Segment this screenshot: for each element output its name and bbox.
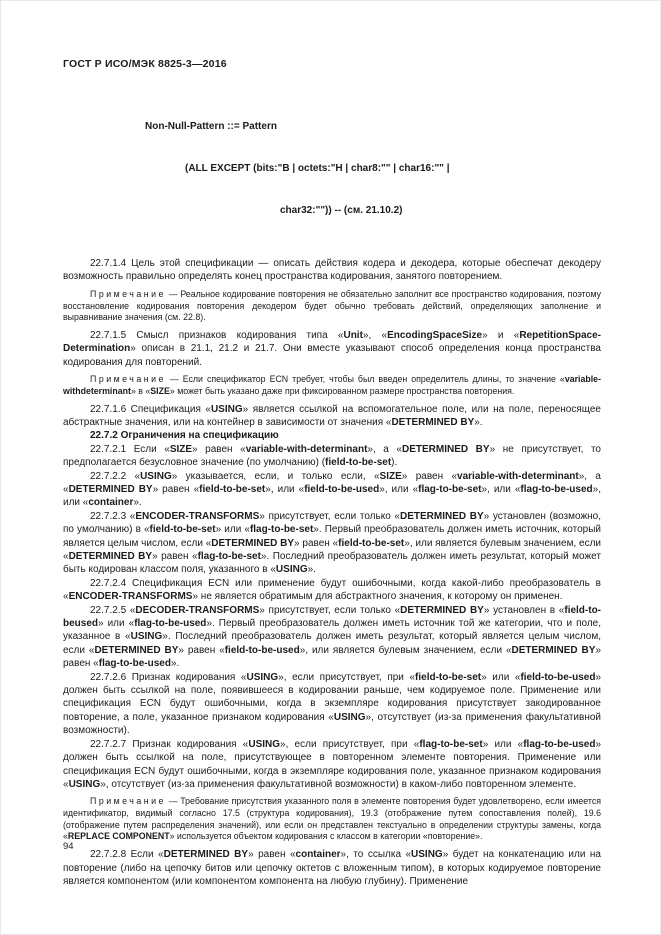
code-line: Non-Null-Pattern ::= Pattern xyxy=(145,121,277,132)
note-paragraph: Примечание — Если спецификатор ECN требует, чтобы был введен определитель длины, то значение «variable-withdeterminant» в «SIZE» может быть указано даже при фиксированном размере пространства повторения. xyxy=(63,374,601,396)
body-paragraph: 22.7.2.8 Если «DETERMINED BY» равен «container», то ссылка «USING» будет на конкатенацию или на повторение (либо на цепочку битов или цепочку октетов с вложенным типом), в которых кодируемое повторение является компонентом (или компонентом компонента на любую глубину). Применение xyxy=(63,849,601,887)
body-paragraph: 22.7.1.5 Смысл признаков кодирования типа «Unit», «EncodingSpaceSize» и «RepetitionSpace-Determination» описан в 21.1, 21.2 и 21.7. Они вместе указывают способ определения конца пространства кодирования для повторений. xyxy=(63,329,602,368)
code-line: (ALL EXCEPT (bits:"B | octets:"H | char8:"" | char16:"" | xyxy=(185,163,450,174)
body-paragraph: 22.7.2.6 Признак кодирования «USING», если присутствует, при «field-to-be-set» или «field-to-be-used» должен быть ссылкой на поле, появившееся в кодировании раньше, чем кодируемое поле. Применение или спецификация ECN будут ошибочными, когда в экземпляре кодирования присутствует закодированное повторение, а поле, указанное признаком кодирования «USING», отсутствует (из-за применения факультативной возможности). xyxy=(63,671,602,737)
document-body xyxy=(63,257,601,888)
page-content xyxy=(63,58,601,888)
standard-number-header: ГОСТ Р ИСО/МЭК 8825-3—2016 xyxy=(63,58,227,70)
note-paragraph: Примечание — Требование присутствия указанного поля в элементе повторения будет удовлетворено, если имеется идентификатор, видимый согласно 17.5 (структура кодирования), 19.3 (отображение путем сопоставления полей), 19.6 (отображение путем распределения значений), или если он представлен текстуально в определении структуры замены, когда «REPLACE COMPONENT» используется объектом кодирования с классом в категории «повторение». xyxy=(63,796,601,842)
section-heading: 22.7.2 Ограничения на спецификацию xyxy=(90,430,279,442)
note-paragraph: Примечание — Реальное кодирование повторения не обязательно заполнит все пространство кодирования, поэтому восстановление кодирования повторения декодером будет обычно требовать действий, определяющих заполнение и выравнивание значения (см. 22.8). xyxy=(63,288,601,323)
body-paragraph: 22.7.1.4 Цель этой спецификации — описать действия кодера и декодера, которые обеспечат декодеру возможность правильно определять конец пространства кодирования, занятого повторением. xyxy=(63,258,601,283)
page-number: 94 xyxy=(63,841,74,852)
code-line: char32:"")) -- (см. 21.10.2) xyxy=(280,205,403,216)
body-paragraph: 22.7.2.3 «ENCODER-TRANSFORMS» присутствует, если только «DETERMINED BY» установлен (возможно, по умолчанию) в «field-to-be-set» или «flag-to-be-set». Первый преобразователь должен иметь источник, который является целым числом, если «DETERMINED BY» равен «field-to-be-set», или является булевым значением, если «DETERMINED BY» равен «flag-to-be-set». Последний преобразователь должен иметь результат, который может быть кодирован классом поля, указанного в «USING». xyxy=(63,510,601,576)
body-paragraph: 22.7.2.5 «DECODER-TRANSFORMS» присутствует, если только «DETERMINED BY» установлен в «field-to-beused» или «flag-to-be-used». Первый преобразователь должен иметь источник той же категории, что и поле, указанное в «USING». Последний преобразователь должен иметь результат, который является целым числом, если «DETERMINED BY» равен «field-to-be-used», или является булевым значением, если «DETERMINED BY» равен «flag-to-be-used». xyxy=(63,604,602,670)
body-paragraph: 22.7.2.4 Спецификация ECN или применение будут ошибочными, когда какой-либо преобразователь в «ENCODER-TRANSFORMS» не является обратимым для абстрактного значения, к которому он применен. xyxy=(63,577,601,603)
body-paragraph: 22.7.1.6 Спецификация «USING» является ссылкой на вспомогательное поле, или на поле, переносящее абстрактные значения, или на контейнер в зависимости от значения «DETERMINED BY». xyxy=(63,403,601,428)
body-paragraph: 22.7.2.1 Если «SIZE» равен «variable-with-determinant», а «DETERMINED BY» не присутствует, то предполагается безусловное значение (по умолчанию) (field-to-be-set). xyxy=(63,443,601,469)
body-paragraph: 22.7.2.2 «USING» указывается, если, и только если, «SIZE» равен «variable-with-determinant», а «DETERMINED BY» равен «field-to-be-set», или «field-to-be-used», или «flag-to-be-set», или «flag-to-be-used», или «container». xyxy=(63,470,601,509)
body-paragraph: 22.7.2.7 Признак кодирования «USING», если присутствует, при «flag-to-be-set» или «flag-to-be-used» должен быть ссылкой на поле, присутствующее в повторенном элементе повторения. Применение или спецификация ECN будут ошибочными, когда в экземпляре кодирования поле, указанное признаком кодирования «USING», отсутствует (из-за применения факультативной возможности) в каком-либо повторенном элементе. xyxy=(63,738,601,790)
asn1-code-block xyxy=(63,92,601,246)
